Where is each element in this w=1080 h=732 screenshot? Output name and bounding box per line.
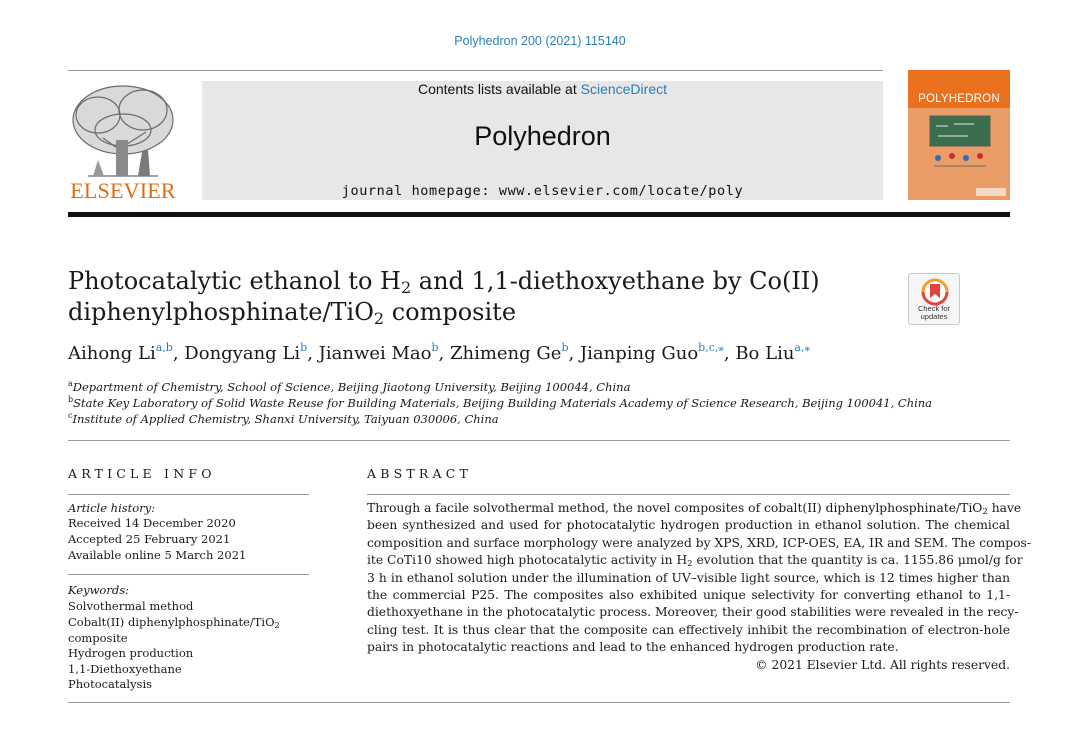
author-list — [68, 343, 968, 364]
abstract-subscript: 2 — [687, 559, 693, 570]
author-name[interactable]: Aihong Li — [68, 343, 156, 364]
keyword[interactable] — [68, 615, 280, 629]
article-history-label: Article history: — [68, 501, 156, 515]
author-separator: , — [723, 343, 736, 364]
abstract-line — [367, 552, 1023, 570]
author-separator: , — [172, 343, 185, 364]
keyword[interactable]: 1,1-Diethoxyethane — [68, 662, 182, 676]
abstract-body — [367, 500, 1031, 657]
affiliation-c — [68, 412, 968, 426]
keyword[interactable]: Solvothermal method — [68, 599, 194, 613]
title-subscript-1: 2 — [400, 278, 412, 297]
journal-cover-thumbnail[interactable] — [908, 70, 1010, 200]
keyword-continuation[interactable]: composite — [68, 631, 128, 645]
abstract-heading: ABSTRACT — [367, 466, 473, 481]
abstract-line: composition and surface morphology were analyzed by XPS, XRD, ICP-OES, EA, IR and SEM. The compos- — [367, 535, 1031, 550]
author-name[interactable]: Jianping Guo — [579, 343, 699, 364]
author-separator: , — [307, 343, 319, 364]
author-affiliation-marker[interactable]: b — [300, 341, 308, 354]
journal-homepage[interactable]: journal homepage: www.elsevier.com/locate/poly — [341, 183, 744, 199]
author-affiliation-marker[interactable]: b — [561, 341, 569, 354]
abstract-line: pairs in photocatalytic reactions and lead to the enhanced hydrogen production rate. — [367, 640, 899, 655]
journal-header-box — [202, 81, 883, 200]
abstract-line: been synthesized and used for photocatalytic hydrogen production in ethanol solution. The chemical — [367, 518, 1010, 533]
title-subscript-2: 2 — [373, 309, 385, 328]
elsevier-wordmark[interactable]: ELSEVIER — [70, 178, 176, 203]
footer-rule — [68, 702, 1010, 703]
affiliation-a — [68, 380, 968, 394]
title-line2-b: composite — [384, 298, 517, 326]
affiliation-key: a — [68, 379, 73, 388]
abstract-line — [367, 500, 1022, 517]
author-name[interactable]: Dongyang Li — [184, 343, 301, 364]
keyword-subscript: 2 — [274, 621, 280, 630]
abstract-line: diethoxyethane in the photocatalytic process. Moreover, their good stabilities were revealed in the recy- — [367, 605, 1019, 620]
check-updates-line-2: updates — [920, 312, 948, 321]
title-line2-a: diphenylphosphinate/TiO — [68, 298, 374, 326]
check-for-updates-badge[interactable] — [908, 273, 960, 325]
author-affiliation-marker[interactable]: a,b — [155, 341, 173, 354]
check-updates-label — [909, 305, 959, 321]
contents-prefix: Contents lists available at — [417, 81, 581, 97]
abstract-subscript: 2 — [982, 507, 988, 517]
article-title — [68, 266, 868, 328]
header-bottom-rule — [68, 212, 1010, 217]
author-name[interactable]: Bo Liu — [735, 343, 795, 364]
author-affiliation-marker[interactable]: b,c,⁎ — [698, 341, 724, 354]
author-separator: , — [438, 343, 450, 364]
abstract-text: ite CoTi10 showed high photocatalytic activity in H — [367, 553, 688, 568]
received-date: Received 14 December 2020 — [68, 516, 236, 530]
affiliation-text: Department of Chemistry, School of Science, Beijing Jiaotong University, Beijing 100044, China — [72, 380, 631, 394]
contents-availability — [202, 81, 883, 97]
keywords-rule — [68, 574, 309, 575]
author-affiliation-marker[interactable]: b — [431, 341, 439, 354]
header-top-rule — [68, 70, 883, 71]
abstract-text: evolution that the quantity is ca. 1155.86 μmol/g for — [692, 553, 1023, 568]
abstract-text: Through a facile solvothermal method, the novel composites of cobalt(II) diphenylphosphinate/TiO — [367, 501, 983, 515]
check-updates-line-1: Check for — [917, 304, 951, 313]
cover-title: POLYHEDRON — [918, 93, 1000, 105]
journal-title: Polyhedron — [474, 121, 611, 151]
affiliation-key: b — [68, 395, 74, 404]
author-name[interactable]: Zhimeng Ge — [449, 343, 562, 364]
affiliation-b — [68, 396, 968, 410]
cover-illustration — [908, 70, 1010, 200]
author-name[interactable]: Jianwei Mao — [318, 343, 432, 364]
abstract-line: cling test. It is thus clear that the composite can effectively inhibit the recombination of electron-hole — [367, 622, 1010, 637]
affiliations-bottom-rule — [68, 440, 1010, 441]
abstract-rule — [367, 494, 1010, 495]
keyword[interactable]: Photocatalysis — [68, 677, 153, 691]
title-line1-b: and 1,1-diethoxyethane by Co(II) — [411, 267, 820, 295]
online-date: Available online 5 March 2021 — [68, 548, 247, 562]
copyright-notice: © 2021 Elsevier Ltd. All rights reserved. — [755, 658, 1010, 672]
sciencedirect-link[interactable]: ScienceDirect — [580, 81, 667, 97]
journal-citation[interactable]: Polyhedron 200 (2021) 115140 — [454, 34, 626, 48]
keyword[interactable]: Hydrogen production — [68, 646, 194, 660]
affiliation-text: Institute of Applied Chemistry, Shanxi University, Taiyuan 030006, China — [72, 412, 499, 426]
abstract-line: the commercial P25. The composites also exhibited unique selectivity for converting ethanol to 1,1- — [367, 588, 1010, 603]
article-info-rule — [68, 494, 309, 495]
author-separator: , — [568, 343, 580, 364]
keyword-part: Cobalt(II) diphenylphosphinate/TiO — [68, 615, 275, 629]
author-affiliation-marker[interactable]: a,⁎ — [794, 341, 810, 354]
accepted-date: Accepted 25 February 2021 — [68, 532, 231, 546]
title-line1-a: Photocatalytic ethanol to H — [68, 267, 401, 295]
abstract-line: 3 h in ethanol solution under the illumination of UV–visible light source, which is 12 times higher than — [367, 570, 1010, 585]
abstract-text: have — [987, 501, 1022, 515]
article-info-heading: ARTICLE INFO — [68, 466, 216, 481]
affiliation-text: State Key Laboratory of Solid Waste Reuse for Building Materials, Beijing Building Materials Academy of Science Research, Beijing 100041, China — [73, 396, 933, 410]
affiliation-key: c — [68, 411, 73, 420]
keywords-label: Keywords: — [68, 583, 129, 597]
